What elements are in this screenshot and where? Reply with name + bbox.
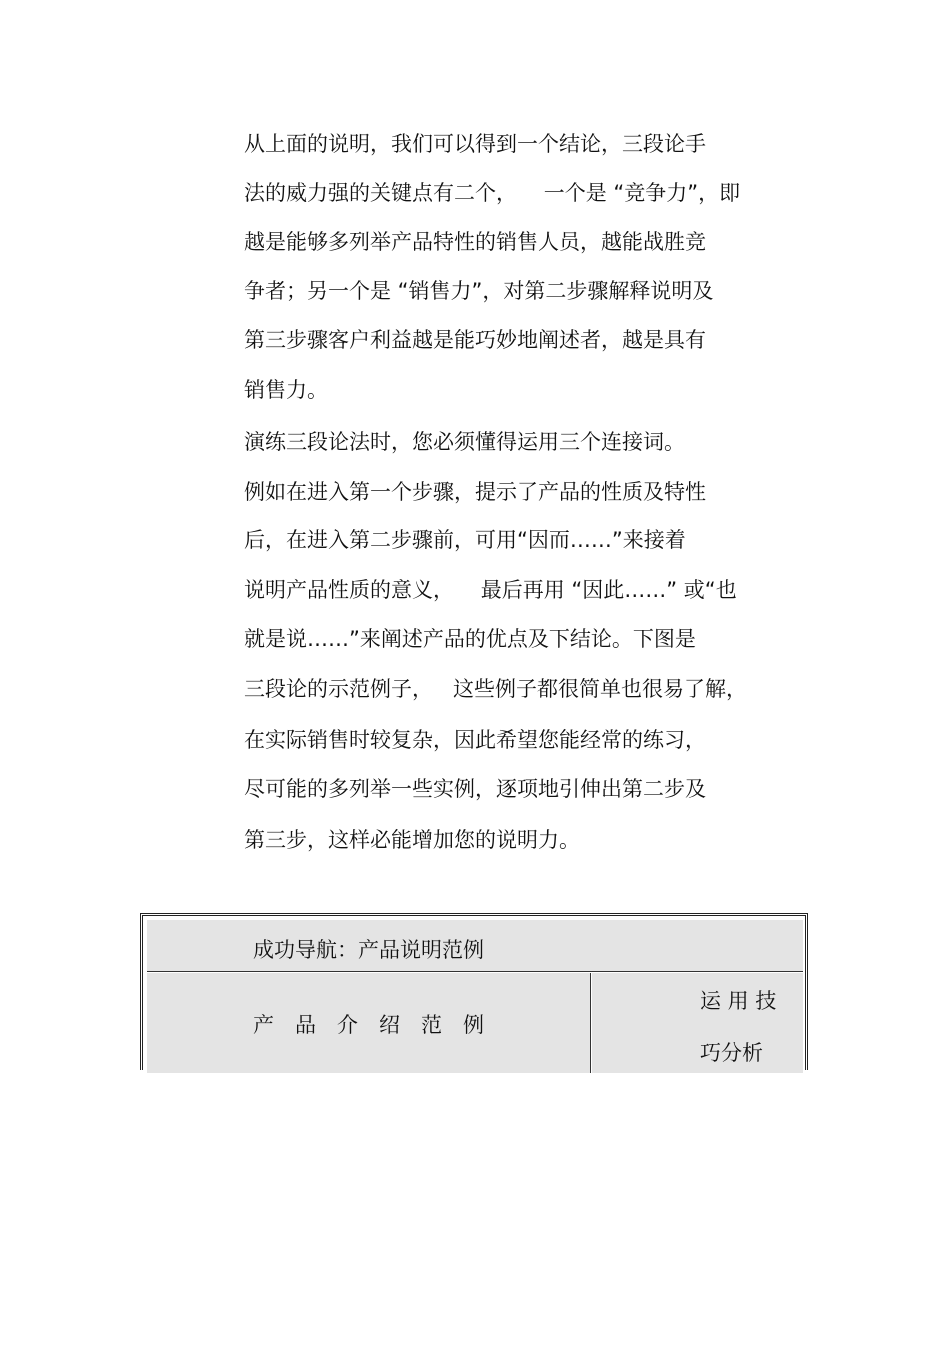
- table-caption-cell: [147, 920, 803, 972]
- paragraph-line-15: 第三步，这样必能增加您的说明力。: [244, 828, 580, 852]
- paragraph-line-3: 越是能够多列举产品特性的销售人员，越能战胜竞: [244, 230, 706, 254]
- paragraph-line-6: 销售力。: [244, 378, 328, 402]
- paragraph-line-11: 就是说……”来阐述产品的优点及下结论。下图是: [244, 627, 696, 651]
- paragraph-line-14: 尽可能的多列举一些实例，逐项地引伸出第二步及: [244, 777, 706, 801]
- paragraph-line-5: 第三步骤客户利益越是能巧妙地阐述者，越是具有: [244, 328, 706, 352]
- paragraph-line-8: 例如在进入第一个步骤，提示了产品的性质及特性: [244, 480, 706, 504]
- product-intro-header: 产 品 介 绍 范 例: [253, 1013, 484, 1037]
- paragraph-line-7: 演练三段论法时，您必须懂得运用三个连接词。: [244, 430, 685, 454]
- table-caption: 成功导航：产品说明范例: [253, 938, 484, 962]
- paragraph-line-9: 后，在进入第二步骤前，可用“因而……”来接着: [244, 528, 686, 552]
- paragraph-line-1: 从上面的说明，我们可以得到一个结论，三段论手: [244, 132, 706, 156]
- paragraph-line-10: 说明产品性质的意义， 最后再用 “因此……” 或“也: [244, 578, 737, 602]
- paragraph-line-13: 在实际销售时较复杂，因此希望您能经常的练习，: [244, 728, 706, 752]
- paragraph-line-4: 争者；另一个是 “销售力”，对第二步骤解释说明及: [244, 279, 714, 303]
- paragraph-line-2: 法的威力强的关键点有二个， 一个是 “竞争力”，即: [244, 181, 741, 205]
- paragraph-line-12: 三段论的示范例子， 这些例子都很简单也很易了解，: [244, 677, 748, 701]
- technique-analysis-header-line-1: 运 用 技: [700, 989, 777, 1013]
- product-intro-header-cell: [147, 973, 591, 1073]
- technique-analysis-header-cell: [592, 973, 803, 1073]
- product-example-table: [140, 913, 808, 1070]
- technique-analysis-header-line-2: 巧分析: [700, 1041, 763, 1065]
